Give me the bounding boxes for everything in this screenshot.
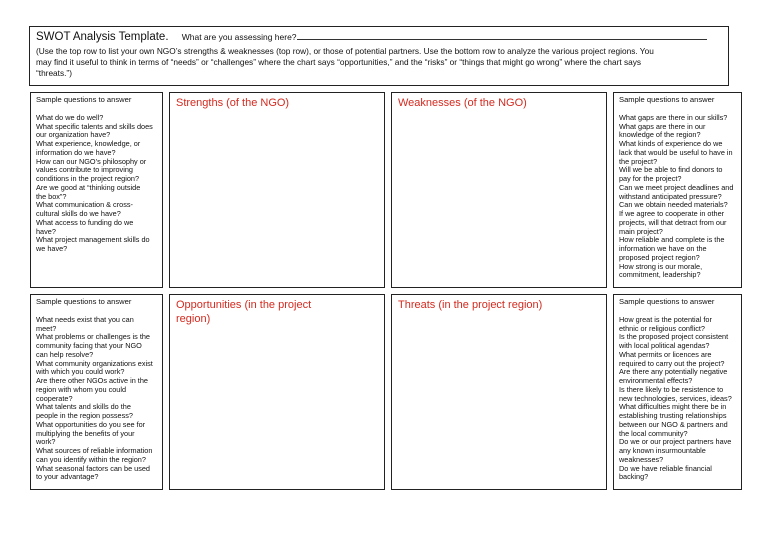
question-line: Do we have reliable financial: [619, 463, 712, 473]
question-line: Can we obtain needed materials?: [619, 200, 728, 210]
question-line: region with whom you could: [36, 384, 127, 394]
question-line: information we have on the: [619, 244, 707, 253]
question-line: community facing that your NGO: [36, 341, 142, 350]
question-line: new technologies, services, ideas?: [619, 393, 732, 403]
opportunities-title-line: Opportunities (in the project: [176, 299, 312, 311]
instructions-line: may find it useful to think in terms of “needs” or “challenges” where the chart says “opportunities,” and the “risks” or “things that might go wrong” where the chart says: [36, 57, 642, 67]
question-line: values contribute to improving: [36, 165, 133, 175]
question-line: work?: [36, 437, 56, 447]
question-line: How great is the potential for: [619, 314, 712, 324]
question-line: people in the region possess?: [36, 411, 133, 420]
assessment-prompt: What are you assessing here?: [181, 32, 297, 42]
question-line: Are we good at “thinking outside: [36, 182, 141, 192]
question-line: Will we be able to find donors to: [619, 165, 723, 175]
question-line: knowledge of the region?: [619, 130, 701, 140]
question-line: What community organizations exist: [36, 358, 153, 368]
question-line: weaknesses?: [619, 454, 664, 464]
question-line: conditions in the project region?: [36, 174, 140, 183]
questions-list: [36, 316, 157, 482]
question-line: with which you could work?: [36, 367, 125, 377]
assessment-input-line[interactable]: [297, 30, 707, 40]
question-line: proposed project region?: [619, 252, 700, 262]
question-line: What project management skills do: [36, 235, 150, 245]
question-line: What experience, knowledge, or: [36, 139, 141, 148]
threats-title: Threats (in the project region): [398, 299, 543, 311]
question-line: What opportunities do you see for: [36, 419, 146, 429]
question-line: Are there other NGOs active in the: [36, 376, 148, 385]
question-line: can help resolve?: [36, 349, 94, 359]
question-line: cooperate?: [36, 393, 73, 403]
question-line: Are there any potentially negative: [619, 367, 728, 377]
question-line: projects, will that detract from our: [619, 217, 727, 227]
question-line: any known insurmountable: [619, 446, 706, 455]
question-line: What gaps are there in our: [619, 121, 706, 131]
strengths-questions-box: [30, 92, 163, 288]
question-line: between our NGO & partners and: [619, 419, 728, 429]
question-line: pay for the project?: [619, 174, 682, 183]
question-line: If we agree to cooperate in other: [619, 209, 725, 218]
question-line: What communication & cross-: [36, 200, 133, 210]
question-line: our organization have?: [36, 130, 111, 140]
question-line: Do we or our project partners have: [619, 437, 732, 447]
question-line: can you identify within the region?: [36, 454, 146, 464]
question-line: information do we have?: [36, 147, 116, 157]
question-line: What sources of reliable information: [36, 446, 153, 455]
question-line: required to carry out the project?: [619, 358, 725, 368]
question-line: lack that would be useful to have in: [619, 147, 733, 157]
question-line: multiplying the benefits of your: [36, 428, 135, 438]
questions-heading: Sample questions to answer: [36, 95, 132, 104]
questions-heading: Sample questions to answer: [619, 95, 715, 104]
question-line: environmental effects?: [619, 376, 693, 385]
question-line: What difficulties might there be in: [619, 402, 727, 412]
question-line: Is the proposed project consistent: [619, 332, 729, 342]
strengths-title: Strengths (of the NGO): [176, 97, 290, 109]
page-title: SWOT Analysis Template.: [36, 31, 169, 43]
question-line: establishing trusting relationships: [619, 411, 727, 420]
question-line: the box”?: [36, 191, 67, 201]
threats-cell[interactable]: [391, 294, 607, 490]
question-line: commitment, leadership?: [619, 270, 701, 280]
question-line: What do we do well?: [36, 112, 104, 122]
question-line: the project?: [619, 156, 658, 166]
question-line: Can we meet project deadlines and: [619, 182, 734, 192]
opportunities-title-line: region): [176, 313, 211, 325]
question-line: What talents and skills do the: [36, 402, 131, 412]
question-line: the local community?: [619, 428, 688, 438]
question-line: backing?: [619, 472, 649, 482]
opportunities-questions-box: [30, 294, 163, 490]
question-line: How reliable and complete is the: [619, 235, 725, 245]
question-line: What kinds of experience do we: [619, 139, 723, 148]
question-line: have?: [36, 226, 56, 236]
opportunities-cell[interactable]: [169, 294, 385, 490]
question-line: we have?: [36, 244, 68, 253]
question-line: withstand anticipated pressure?: [619, 191, 722, 201]
question-line: What permits or licences are: [619, 349, 712, 359]
question-line: What needs exist that you can: [36, 314, 134, 324]
question-line: Is there likely to be resistence to: [619, 384, 724, 394]
question-line: ethnic or religious conflict?: [619, 323, 705, 333]
question-line: How can our NGO’s philosophy or: [36, 156, 147, 166]
question-line: What problems or challenges is the: [36, 332, 150, 342]
questions-heading: Sample questions to answer: [36, 297, 132, 306]
questions-list: [619, 114, 736, 280]
question-line: What gaps are there in our skills?: [619, 112, 728, 122]
question-line: How strong is our morale,: [619, 261, 703, 271]
question-line: with local political agendas?: [619, 341, 710, 350]
template-header: [29, 26, 729, 86]
weaknesses-questions-box: [613, 92, 742, 288]
strengths-cell[interactable]: [169, 92, 385, 288]
question-line: to your advantage?: [36, 472, 99, 482]
threats-questions-box: [613, 294, 742, 490]
question-line: What seasonal factors can be used: [36, 463, 150, 473]
question-line: What access to funding do we: [36, 217, 134, 227]
questions-heading: Sample questions to answer: [619, 297, 715, 306]
question-line: main project?: [619, 226, 663, 236]
instructions-line: (Use the top row to list your own NGO’s strengths & weaknesses (top row), or those of potential partners. Use the bottom row to analyze the various project regions. You: [36, 46, 654, 56]
weaknesses-title: Weaknesses (of the NGO): [398, 97, 527, 109]
question-line: meet?: [36, 323, 57, 333]
questions-list: [619, 316, 736, 482]
questions-list: [36, 114, 157, 254]
weaknesses-cell[interactable]: [391, 92, 607, 288]
instructions-line: “threats.”): [36, 68, 72, 78]
instructions: [36, 46, 722, 79]
title-line: [36, 30, 722, 44]
question-line: What specific talents and skills does: [36, 121, 153, 131]
question-line: cultural skills do we have?: [36, 209, 121, 218]
